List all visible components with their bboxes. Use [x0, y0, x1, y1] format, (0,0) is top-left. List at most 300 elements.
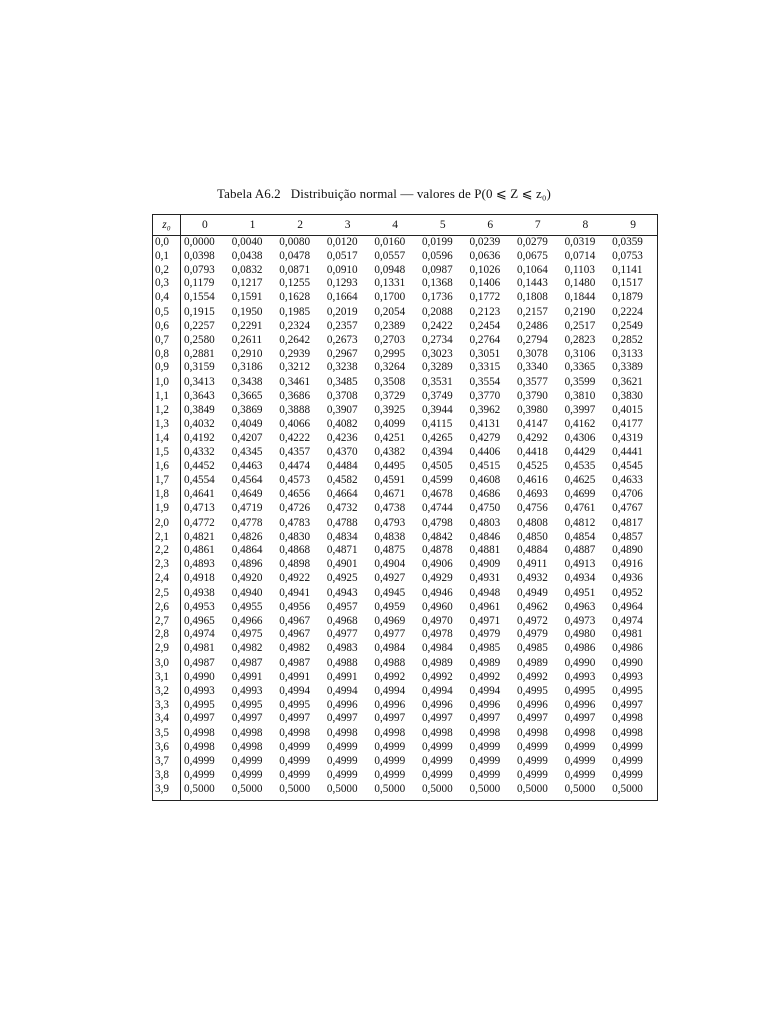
- probability-cell: 0,4938: [184, 586, 215, 599]
- probability-cell: 0,4345: [231, 446, 263, 459]
- probability-cell: 0,4332: [184, 446, 215, 459]
- probability-cell: 0,3925: [374, 403, 406, 416]
- probability-cell: 0,4995: [612, 684, 643, 697]
- probability-cell: 0,4999: [612, 754, 643, 767]
- probability-cell: 0,4981: [184, 642, 215, 655]
- probability-cell: 0,4997: [469, 712, 501, 725]
- probability-cell: 0,4995: [231, 698, 263, 711]
- probability-cell: 0,0832: [231, 263, 263, 276]
- probability-cell: 0,3980: [517, 403, 548, 416]
- z-value-cell: 2,5: [153, 586, 181, 601]
- column-header-6: 6: [466, 215, 514, 236]
- probability-cell: 0,3749: [421, 390, 453, 403]
- probability-cell: 0,4357: [279, 446, 311, 459]
- z-value-cell: 2,1: [153, 531, 181, 545]
- table-row: [153, 502, 658, 516]
- probability-cell: 0,0910: [326, 263, 358, 276]
- probability-cell: 0,1591: [231, 291, 263, 304]
- probability-cell: 0,0319: [564, 236, 596, 248]
- probability-cell: 0,3643: [184, 390, 215, 403]
- z-value-cell: 1,4: [153, 432, 181, 446]
- probability-cell: 0,4370: [326, 446, 358, 459]
- probability-cell: 0,4999: [612, 768, 643, 781]
- probability-cell: 0,4997: [279, 712, 311, 725]
- probability-cell: 0,4991: [326, 670, 358, 683]
- probability-cell: 0,4965: [184, 614, 215, 627]
- table-row: [153, 305, 658, 320]
- z-value-cell: 1,1: [153, 390, 181, 404]
- probability-cell: 0,4495: [374, 460, 406, 473]
- probability-cell: 0,4817: [612, 516, 643, 529]
- probability-cell: 0,3485: [326, 376, 358, 389]
- z-value-cell: 3,6: [153, 741, 181, 755]
- column-header-0: 0: [181, 215, 229, 236]
- table-row: [153, 601, 658, 615]
- probability-cell: 0,2794: [517, 333, 548, 346]
- probability-cell: 0,4952: [612, 586, 643, 599]
- probability-cell: 0,4991: [279, 670, 311, 683]
- probability-cell: 0,2764: [469, 333, 501, 346]
- z-value-cell: 3,7: [153, 755, 181, 769]
- probability-cell: 0,4656: [279, 487, 311, 500]
- probability-cell: 0,4573: [279, 474, 311, 487]
- probability-cell: 0,0080: [279, 236, 311, 248]
- probability-cell: 0,4999: [326, 741, 358, 754]
- probability-cell: 0,2454: [469, 319, 501, 332]
- probability-cell: 0,2291: [231, 319, 263, 332]
- probability-cell: 0,4970: [421, 614, 453, 627]
- probability-cell: 0,4946: [421, 586, 453, 599]
- probability-cell: 0,4999: [612, 741, 643, 754]
- probability-cell: 0,4591: [374, 474, 406, 487]
- table-row: [153, 432, 658, 446]
- z-value-cell: 3,5: [153, 726, 181, 741]
- table-row: [153, 783, 658, 801]
- table-row: [153, 769, 658, 783]
- probability-cell: 0,4649: [231, 487, 263, 500]
- probability-cell: 0,0398: [184, 249, 215, 262]
- probability-cell: 0,4997: [612, 698, 643, 711]
- z-value-cell: 0,2: [153, 264, 181, 278]
- probability-cell: 0,4641: [184, 487, 215, 500]
- probability-cell: 0,4999: [421, 741, 453, 754]
- probability-cell: 0,4974: [612, 614, 643, 627]
- probability-cell: 0,4878: [421, 544, 453, 557]
- probability-cell: 0,3944: [421, 403, 453, 416]
- probability-cell: 0,4922: [279, 571, 311, 584]
- probability-cell: 0,3413: [184, 376, 215, 389]
- probability-cell: 0,0675: [517, 249, 548, 262]
- probability-cell: 0,4934: [564, 571, 596, 584]
- probability-cell: 0,3869: [231, 403, 263, 416]
- probability-cell: 0,0517: [326, 249, 358, 262]
- probability-cell: 0,4975: [231, 628, 263, 641]
- probability-cell: 0,2357: [326, 319, 358, 332]
- table-row: [153, 558, 658, 572]
- probability-cell: 0,2486: [517, 319, 548, 332]
- probability-cell: 0,4999: [421, 768, 453, 781]
- table-title: Distribuição normal — valores de P(0 ⩽ Z ⩽ z₀): [290, 186, 551, 201]
- probability-cell: 0,4995: [517, 684, 548, 697]
- probability-cell: 0,4582: [326, 474, 358, 487]
- probability-cell: 0,5000: [564, 782, 596, 795]
- probability-cell: 0,0359: [612, 236, 643, 248]
- table-row: [153, 516, 658, 531]
- probability-cell: 0,1103: [564, 263, 595, 276]
- probability-cell: 0,4842: [421, 530, 453, 543]
- probability-cell: 0,2823: [564, 333, 596, 346]
- probability-cell: 0,4706: [612, 487, 643, 500]
- probability-cell: 0,1331: [374, 277, 406, 290]
- probability-cell: 0,4992: [469, 670, 501, 683]
- probability-cell: 0,2703: [374, 333, 406, 346]
- z-value-cell: 3,3: [153, 699, 181, 713]
- probability-cell: 0,4564: [231, 474, 263, 487]
- probability-cell: 0,4998: [231, 727, 263, 740]
- probability-cell: 0,4996: [469, 698, 501, 711]
- probability-cell: 0,4049: [231, 417, 263, 430]
- probability-cell: 0,4236: [326, 431, 358, 444]
- probability-cell: 0,4987: [231, 656, 263, 669]
- probability-cell: 0,4554: [184, 474, 215, 487]
- probability-cell: 0,0438: [231, 249, 263, 262]
- probability-cell: 0,3531: [421, 376, 453, 389]
- table-row: [153, 390, 658, 404]
- z-value-cell: 0,4: [153, 291, 181, 305]
- probability-cell: 0,4772: [184, 516, 215, 529]
- probability-cell: 0,2910: [231, 347, 263, 360]
- probability-cell: 0,2324: [279, 319, 311, 332]
- column-header-2: 2: [276, 215, 324, 236]
- z-value-cell: 3,9: [153, 783, 181, 801]
- probability-cell: 0,4999: [374, 768, 406, 781]
- probability-cell: 0,0793: [184, 263, 215, 276]
- probability-cell: 0,4999: [326, 754, 358, 767]
- z-value-cell: 2,2: [153, 544, 181, 558]
- probability-cell: 0,4979: [469, 628, 501, 641]
- probability-cell: 0,4994: [469, 684, 501, 697]
- probability-cell: 0,5000: [421, 782, 453, 795]
- probability-cell: 0,4916: [612, 558, 643, 571]
- probability-cell: 0,4960: [421, 600, 453, 613]
- probability-cell: 0,4982: [279, 642, 311, 655]
- probability-cell: 0,3810: [564, 390, 596, 403]
- probability-cell: 0,1406: [469, 277, 501, 290]
- column-header-1: 1: [229, 215, 277, 236]
- probability-cell: 0,4998: [184, 741, 215, 754]
- probability-cell: 0,3577: [517, 376, 548, 389]
- probability-cell: 0,4884: [517, 544, 548, 557]
- probability-cell: 0,4920: [231, 571, 263, 584]
- probability-cell: 0,4929: [421, 571, 453, 584]
- probability-cell: 0,4973: [564, 614, 596, 627]
- probability-cell: 0,4678: [421, 487, 453, 500]
- probability-cell: 0,4871: [326, 544, 358, 557]
- probability-cell: 0,4993: [231, 684, 263, 697]
- probability-cell: 0,4994: [326, 684, 358, 697]
- table-row: [153, 418, 658, 432]
- probability-cell: 0,5000: [231, 782, 263, 795]
- probability-cell: 0,4535: [564, 460, 596, 473]
- probability-cell: 0,4463: [231, 460, 263, 473]
- probability-cell: 0,3186: [231, 361, 263, 374]
- probability-cell: 0,3078: [517, 347, 548, 360]
- probability-cell: 0,4998: [184, 727, 215, 740]
- table-row: [153, 712, 658, 726]
- probability-cell: 0,4964: [612, 600, 643, 613]
- probability-cell: 0,4671: [374, 487, 406, 500]
- probability-cell: 0,2580: [184, 333, 215, 346]
- probability-cell: 0,4999: [517, 754, 548, 767]
- probability-cell: 0,4505: [421, 460, 453, 473]
- probability-cell: 0,4998: [612, 727, 643, 740]
- probability-cell: 0,4999: [517, 741, 548, 754]
- probability-cell: 0,4875: [374, 544, 406, 557]
- table-row: [153, 334, 658, 348]
- probability-cell: 0,4793: [374, 516, 406, 529]
- probability-cell: 0,1844: [564, 291, 596, 304]
- probability-cell: 0,1808: [517, 291, 548, 304]
- probability-cell: 0,1736: [421, 291, 453, 304]
- probability-cell: 0,4949: [517, 586, 548, 599]
- probability-cell: 0,5000: [326, 782, 358, 795]
- probability-cell: 0,4992: [421, 670, 453, 683]
- probability-cell: 0,4997: [326, 712, 358, 725]
- probability-cell: 0,4803: [469, 516, 501, 529]
- probability-cell: 0,4995: [279, 698, 311, 711]
- probability-cell: 0,2157: [517, 305, 548, 318]
- probability-cell: 0,3962: [469, 403, 501, 416]
- probability-cell: 0,3554: [469, 376, 501, 389]
- probability-cell: 0,4998: [279, 727, 311, 740]
- probability-cell: 0,4974: [184, 628, 215, 641]
- probability-cell: 0,2673: [326, 333, 358, 346]
- probability-cell: 0,3159: [184, 361, 215, 374]
- probability-cell: 0,4983: [326, 642, 358, 655]
- z-value-cell: 2,9: [153, 642, 181, 656]
- probability-cell: 0,0040: [231, 236, 263, 248]
- probability-cell: 0,3621: [612, 376, 643, 389]
- probability-cell: 0,4999: [184, 768, 215, 781]
- probability-cell: 0,4956: [279, 600, 311, 613]
- probability-cell: 0,5000: [184, 782, 215, 795]
- z-value-cell: 3,0: [153, 656, 181, 671]
- probability-cell: 0,3106: [564, 347, 596, 360]
- probability-cell: 0,1879: [612, 291, 643, 304]
- table-row: [153, 375, 658, 390]
- probability-cell: 0,2054: [374, 305, 406, 318]
- probability-cell: 0,4987: [184, 656, 215, 669]
- probability-cell: 0,4222: [279, 431, 311, 444]
- z-value-cell: 1,9: [153, 502, 181, 516]
- table-row: [153, 320, 658, 334]
- table-row: [153, 361, 658, 375]
- probability-cell: 0,4999: [564, 768, 596, 781]
- probability-cell: 0,3508: [374, 376, 406, 389]
- probability-cell: 0,4997: [564, 712, 596, 725]
- probability-cell: 0,4953: [184, 600, 215, 613]
- table-row: [153, 656, 658, 671]
- probability-cell: 0,1026: [469, 263, 501, 276]
- probability-cell: 0,4545: [612, 460, 643, 473]
- probability-cell: 0,4808: [517, 516, 548, 529]
- z-value-cell: 0,0: [153, 236, 181, 250]
- column-header-8: 8: [562, 215, 610, 236]
- probability-cell: 0,1915: [184, 305, 215, 318]
- probability-cell: 0,0160: [374, 236, 406, 248]
- probability-cell: 0,4713: [184, 501, 215, 514]
- probability-cell: 0,0871: [279, 263, 311, 276]
- probability-cell: 0,3365: [564, 361, 596, 374]
- probability-cell: 0,2642: [279, 333, 311, 346]
- probability-cell: 0,3665: [231, 390, 263, 403]
- probability-cell: 0,4996: [564, 698, 596, 711]
- probability-cell: 0,1064: [517, 263, 548, 276]
- probability-cell: 0,4699: [564, 487, 596, 500]
- probability-cell: 0,4850: [517, 530, 548, 543]
- probability-cell: 0,1443: [517, 277, 548, 290]
- probability-cell: 0,4896: [231, 558, 263, 571]
- probability-cell: 0,4864: [231, 544, 263, 557]
- z-value-cell: 1,3: [153, 418, 181, 432]
- probability-cell: 0,5000: [517, 782, 548, 795]
- probability-cell: 0,1772: [469, 291, 501, 304]
- table-row: [153, 250, 658, 264]
- table-row: [153, 348, 658, 362]
- probability-cell: 0,2939: [279, 347, 311, 360]
- table-body: [153, 236, 658, 801]
- probability-cell: 0,4993: [184, 684, 215, 697]
- probability-cell: 0,4265: [421, 431, 453, 444]
- probability-cell: 0,4990: [564, 656, 596, 669]
- table-row: [153, 586, 658, 601]
- probability-cell: 0,4911: [517, 558, 548, 571]
- table-row: [153, 445, 658, 460]
- probability-cell: 0,2734: [421, 333, 453, 346]
- probability-cell: 0,4968: [326, 614, 358, 627]
- probability-cell: 0,4940: [231, 586, 263, 599]
- probability-cell: 0,4999: [469, 768, 501, 781]
- probability-cell: 0,2257: [184, 319, 215, 332]
- probability-cell: 0,1700: [374, 291, 406, 304]
- probability-cell: 0,4032: [184, 417, 215, 430]
- probability-cell: 0,1480: [564, 277, 596, 290]
- probability-cell: 0,4993: [612, 670, 643, 683]
- probability-cell: 0,4744: [421, 501, 453, 514]
- table-row: [153, 291, 658, 305]
- probability-cell: 0,3264: [374, 361, 406, 374]
- probability-cell: 0,2088: [421, 305, 453, 318]
- probability-cell: 0,4990: [612, 656, 643, 669]
- z-value-cell: 0,3: [153, 277, 181, 291]
- probability-cell: 0,3315: [469, 361, 501, 374]
- probability-cell: 0,4951: [564, 586, 596, 599]
- z-value-cell: 3,4: [153, 712, 181, 726]
- probability-cell: 0,4857: [612, 530, 643, 543]
- probability-cell: 0,4997: [231, 712, 263, 725]
- probability-cell: 0,4812: [564, 516, 596, 529]
- column-header-9: 9: [609, 215, 657, 236]
- probability-cell: 0,4959: [374, 600, 406, 613]
- probability-cell: 0,4932: [517, 571, 548, 584]
- probability-cell: 0,0120: [326, 236, 358, 248]
- probability-cell: 0,4986: [612, 642, 643, 655]
- z-value-cell: 0,7: [153, 334, 181, 348]
- probability-cell: 0,4991: [231, 670, 263, 683]
- probability-cell: 0,4207: [231, 431, 263, 444]
- probability-cell: 0,1664: [326, 291, 358, 304]
- table-row: [153, 236, 658, 250]
- z-value-cell: 1,0: [153, 375, 181, 390]
- probability-cell: 0,3051: [469, 347, 501, 360]
- probability-cell: 0,4936: [612, 571, 643, 584]
- probability-cell: 0,4686: [469, 487, 501, 500]
- table-row: [153, 572, 658, 586]
- probability-cell: 0,4756: [517, 501, 548, 514]
- table-row: [153, 628, 658, 642]
- probability-cell: 0,4279: [469, 431, 501, 444]
- probability-cell: 0,4998: [517, 727, 548, 740]
- probability-cell: 0,4989: [421, 656, 453, 669]
- probability-cell: 0,4918: [184, 571, 215, 584]
- probability-cell: 0,4999: [374, 754, 406, 767]
- probability-cell: 0,3770: [469, 390, 501, 403]
- probability-cell: 0,1517: [612, 277, 643, 290]
- column-header-3: 3: [324, 215, 372, 236]
- probability-cell: 0,4830: [279, 530, 311, 543]
- probability-cell: 0,4999: [231, 754, 263, 767]
- probability-cell: 0,4838: [374, 530, 406, 543]
- probability-cell: 0,3708: [326, 390, 358, 403]
- probability-cell: 0,2549: [612, 319, 643, 332]
- probability-cell: 0,2881: [184, 347, 215, 360]
- probability-cell: 0,4984: [374, 642, 406, 655]
- table-label: Tabela A6.2: [217, 186, 281, 201]
- probability-cell: 0,4788: [326, 516, 358, 529]
- probability-cell: 0,1255: [279, 277, 311, 290]
- probability-cell: 0,4998: [612, 712, 643, 725]
- probability-cell: 0,4931: [469, 571, 501, 584]
- probability-cell: 0,4608: [469, 474, 501, 487]
- probability-cell: 0,2852: [612, 333, 643, 346]
- probability-cell: 0,4972: [517, 614, 548, 627]
- probability-cell: 0,4980: [564, 628, 596, 641]
- probability-cell: 0,4961: [469, 600, 501, 613]
- probability-cell: 0,3830: [612, 390, 643, 403]
- probability-cell: 0,4418: [517, 446, 548, 459]
- probability-cell: 0,4999: [469, 754, 501, 767]
- table-row: [153, 404, 658, 418]
- probability-cell: 0,4978: [421, 628, 453, 641]
- probability-cell: 0,3849: [184, 403, 215, 416]
- probability-cell: 0,3729: [374, 390, 406, 403]
- probability-cell: 0,1985: [279, 305, 311, 318]
- probability-cell: 0,4984: [421, 642, 453, 655]
- probability-cell: 0,4943: [326, 586, 358, 599]
- probability-cell: 0,4904: [374, 558, 406, 571]
- probability-cell: 0,2019: [326, 305, 358, 318]
- probability-cell: 0,4963: [564, 600, 596, 613]
- probability-cell: 0,4992: [517, 670, 548, 683]
- probability-cell: 0,3461: [279, 376, 311, 389]
- probability-cell: 0,4957: [326, 600, 358, 613]
- probability-cell: 0,4989: [517, 656, 548, 669]
- probability-cell: 0,4909: [469, 558, 501, 571]
- probability-cell: 0,4981: [612, 628, 643, 641]
- probability-cell: 0,4082: [326, 417, 358, 430]
- probability-cell: 0,0239: [469, 236, 501, 248]
- probability-cell: 0,4997: [517, 712, 548, 725]
